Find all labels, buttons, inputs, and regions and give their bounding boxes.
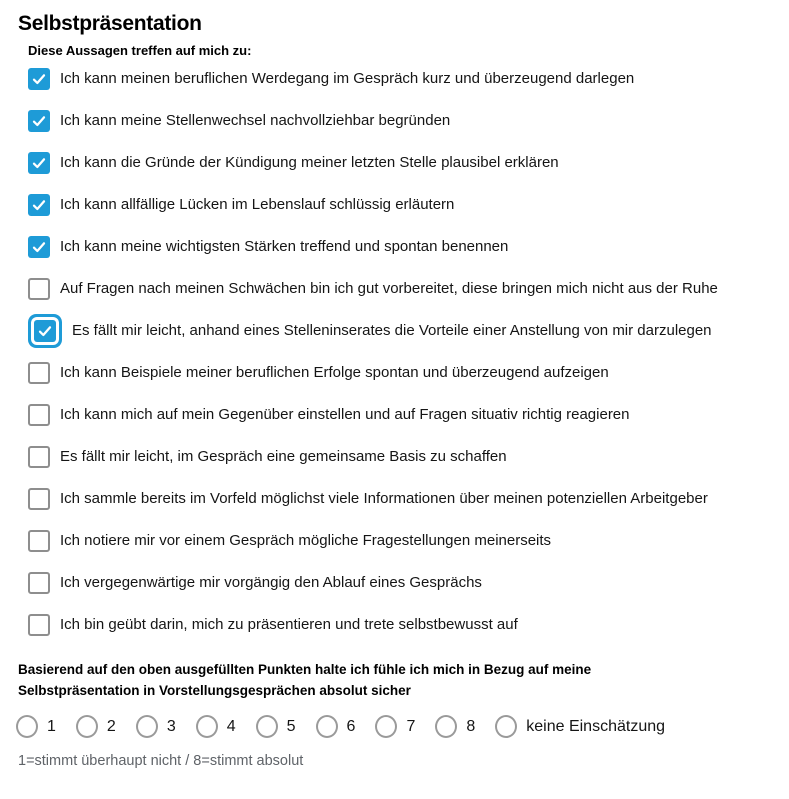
rating-option [16, 715, 56, 738]
statement-checkbox[interactable] [28, 236, 50, 258]
radio-label: 2 [106, 717, 116, 735]
statement-label: Ich kann meine wichtigsten Stärken treffend und spontan benennen [60, 238, 509, 255]
radio-button[interactable] [76, 715, 98, 738]
statement-row [28, 109, 771, 133]
radio-button[interactable] [136, 715, 158, 738]
page-title: Selbstpräsentation [18, 12, 202, 35]
radio-label: 8 [466, 717, 476, 735]
statement-checkbox[interactable] [28, 68, 50, 90]
radio-label: 5 [286, 717, 296, 735]
radio-label: 1 [47, 717, 56, 735]
statement-label: Es fällt mir leicht, anhand eines Stelleninserates die Vorteile einer Anstellung von mir darzulegen [72, 322, 712, 339]
statement-label: Ich kann meine Stellenwechsel nachvollziehbar begründen [60, 112, 451, 129]
statement-checkbox[interactable] [28, 530, 50, 552]
rating-option [316, 715, 356, 738]
statement-row [28, 67, 771, 91]
rating-option [375, 715, 415, 738]
statement-label: Es fällt mir leicht, im Gespräch eine gemeinsame Basis zu schaffen [60, 448, 507, 465]
scale-note: 1=stimmt überhaupt nicht / 8=stimmt absolut [18, 753, 304, 769]
rating-option [435, 715, 475, 738]
statement-row [28, 613, 771, 637]
statement-row [28, 445, 771, 469]
radio-label: 6 [346, 717, 356, 735]
rating-question: Basierend auf den oben ausgefüllten Punkten halte ich fühle ich mich in Bezug auf meine Selbstpräsentation in Vorstellungsgesprächen absolut sicher [18, 662, 592, 698]
checkmark-icon [31, 239, 47, 255]
statement-checkbox[interactable] [28, 488, 50, 510]
radio-button[interactable] [495, 715, 517, 738]
statement-label: Ich kann allfällige Lücken im Lebenslauf schlüssig erläutern [60, 196, 455, 213]
statement-row [28, 319, 771, 343]
statement-row [28, 235, 771, 259]
statement-label: Ich kann meinen beruflichen Werdegang im Gespräch kurz und überzeugend darlegen [60, 70, 635, 87]
statement-label: Ich kann die Gründe der Kündigung meiner letzten Stelle plausibel erklären [60, 154, 559, 171]
statement-label: Ich kann Beispiele meiner beruflichen Erfolge spontan und überzeugend aufzeigen [60, 364, 609, 381]
statement-checkbox[interactable] [28, 278, 50, 300]
radio-button[interactable] [375, 715, 397, 738]
statement-row [28, 571, 771, 595]
rating-options [16, 715, 771, 738]
rating-option [76, 715, 116, 738]
statement-row [28, 529, 771, 553]
rating-option [495, 715, 665, 738]
radio-button[interactable] [316, 715, 338, 738]
statements-group-label: Diese Aussagen treffen auf mich zu: [28, 43, 252, 58]
checkmark-icon [37, 323, 53, 339]
checkmark-icon [31, 155, 47, 171]
statement-row [28, 151, 771, 175]
radio-label: 3 [166, 717, 176, 735]
statement-checkbox[interactable] [28, 110, 50, 132]
statement-label: Ich bin geübt darin, mich zu präsentieren und trete selbstbewusst auf [60, 616, 518, 633]
statement-row [28, 487, 771, 511]
radio-button[interactable] [16, 715, 38, 738]
statement-checkbox[interactable] [34, 320, 56, 342]
statement-list [28, 67, 771, 637]
radio-label: 4 [226, 717, 236, 735]
radio-label: 7 [406, 717, 416, 735]
rating-option [256, 715, 296, 738]
statement-row [28, 403, 771, 427]
statement-label: Auf Fragen nach meinen Schwächen bin ich gut vorbereitet, diese bringen mich nicht aus der Ruhe [60, 280, 718, 297]
checkmark-icon [31, 71, 47, 87]
radio-button[interactable] [256, 715, 278, 738]
statement-checkbox[interactable] [28, 614, 50, 636]
checkmark-icon [31, 113, 47, 129]
statement-checkbox[interactable] [28, 152, 50, 174]
statement-checkbox[interactable] [28, 572, 50, 594]
statement-checkbox[interactable] [28, 194, 50, 216]
radio-label: keine Einschätzung [526, 717, 666, 735]
statement-row [28, 193, 771, 217]
radio-button[interactable] [435, 715, 457, 738]
rating-option [136, 715, 176, 738]
statement-row [28, 277, 771, 301]
statement-label: Ich sammle bereits im Vorfeld möglichst viele Informationen über meinen potenziellen Arbeitgeber [60, 490, 708, 507]
statement-label: Ich vergegenwärtige mir vorgängig den Ablauf eines Gesprächs [60, 574, 482, 591]
statement-label: Ich notiere mir vor einem Gespräch mögliche Fragestellungen meinerseits [60, 532, 552, 549]
rating-option [196, 715, 236, 738]
statement-label: Ich kann mich auf mein Gegenüber einstellen und auf Fragen situativ richtig reagieren [60, 406, 630, 423]
statement-checkbox[interactable] [28, 362, 50, 384]
statement-checkbox[interactable] [28, 404, 50, 426]
statement-row [28, 361, 771, 385]
radio-button[interactable] [196, 715, 218, 738]
checkmark-icon [31, 197, 47, 213]
statement-checkbox[interactable] [28, 446, 50, 468]
